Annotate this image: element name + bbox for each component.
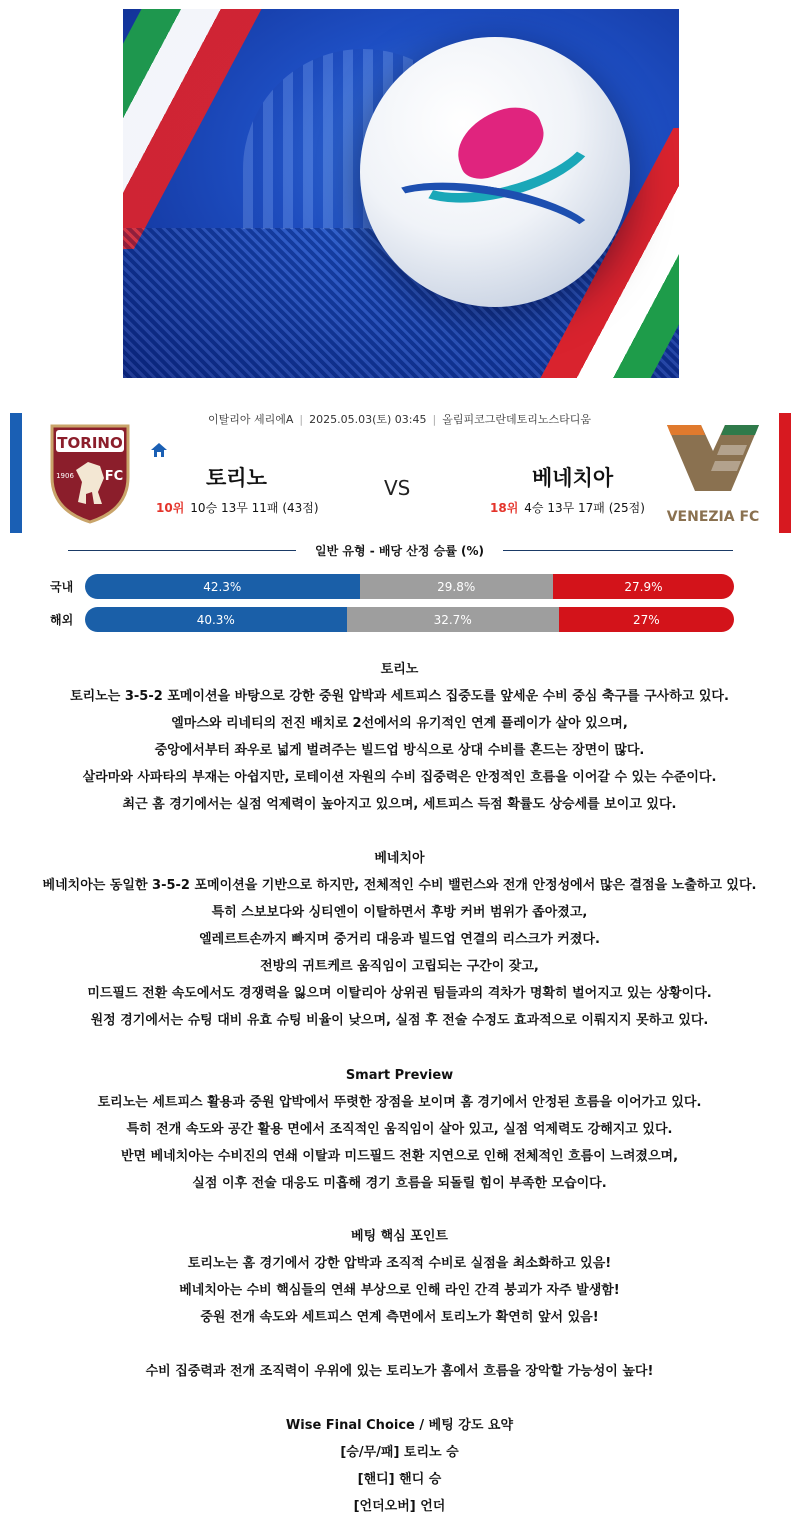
conclusion-line: 수비 집중력과 전개 조직력이 우위에 있는 토리노가 홈에서 흐름을 장악할 가능성이 높다! [145,1364,654,1379]
torino-logo-fc: FC [104,469,124,484]
text-line: 특히 스보보다와 싱티엔이 이탈하면서 후방 커버 범위가 좁아졌고, [211,905,588,920]
separator: | [432,413,437,426]
away-record [490,499,645,516]
home-color-bar [10,413,22,533]
league-name: 이탈리아 세리에A [208,413,294,426]
text-line: 최근 홈 경기에서는 실점 억제력이 높아지고 있으며, 세트피스 득점 확률도 상승세를 보이고 있다. [122,797,677,812]
venezia-logo-text: VENEZIA FC [666,509,760,525]
odds-bar [85,607,734,632]
draw-segment: 32.7% [347,607,559,632]
venue-name: 올림피코그란데토리노스타디움 [442,413,591,426]
text-line: 엘마스와 리네티의 전진 배치로 2선에서의 유기적인 연계 플레이가 살아 있으며, [171,716,628,731]
away-rank: 18위 [490,501,519,515]
home-icon [150,442,168,458]
text-line: 중앙에서부터 좌우로 넓게 벌려주는 빌드업 방식으로 상대 수비를 흔드는 장면이 많다. [154,743,645,758]
text-line: 토리노는 홈 경기에서 강한 압박과 조직적 수비로 실점을 최소화하고 있음! [187,1256,612,1271]
odds-bar [85,574,734,599]
away-team-name: 베네치아 [532,466,614,490]
win-segment: 42.3% [85,574,360,599]
divider-right [503,550,733,551]
text-line: 베네치아는 동일한 3-5-2 포메이션을 기반으로 하지만, 전체적인 수비 밸런스와 전개 안정성에서 많은 결점을 노출하고 있다. [42,878,757,893]
torino-logo-year: 1906 [56,472,74,480]
win-segment: 40.3% [85,607,347,632]
text-line: 반면 베네치아는 수비진의 연쇄 이탈과 미드필드 전환 지연으로 인해 전체적인 흐름이 느려졌으며, [120,1149,679,1164]
section-heading: Smart Preview [345,1068,454,1083]
text-line: [핸디] 핸디 승 [357,1472,442,1487]
odds-row-domestic [0,574,799,599]
draw-segment: 29.8% [360,574,553,599]
odds-label: 국내 [50,580,74,594]
home-rank: 10위 [156,501,185,515]
final-choice [0,1412,799,1520]
betting-points [0,1223,799,1331]
away-record-text: 4승 13무 17패 (25점) [524,501,645,515]
vs-label: VS [384,476,411,500]
text-line: 토리노는 3-5-2 포메이션을 바탕으로 강한 중원 압박과 세트피스 집중도를 앞세운 수비 중심 축구를 구사하고 있다. [70,689,729,704]
loss-segment: 27.9% [553,574,734,599]
odds-row-overseas [0,607,799,632]
text-line: 실점 이후 전술 대응도 미흡해 경기 흐름을 되돌릴 힘이 부족한 모습이다. [192,1176,607,1191]
text-line: 중원 전개 속도와 세트피스 연계 측면에서 토리노가 확연히 앞서 있음! [200,1310,599,1325]
section-heading: 토리노 [380,662,419,677]
text-line: [승/무/패] 토리노 승 [340,1445,459,1460]
section-heading: Wise Final Choice / 베팅 강도 요약 [285,1418,514,1433]
venezia-analysis [0,845,799,1034]
betting-conclusion [0,1358,799,1385]
text-line: 특히 전개 속도와 공간 활용 면에서 조직적인 움직임이 살아 있고, 실점 억제력도 강해지고 있다. [126,1122,673,1137]
away-color-bar [779,413,791,533]
odds-section-title: 일반 유형 - 배당 산정 승률 (%) [315,544,484,558]
text-line: 원정 경기에서는 슈팅 대비 유효 슈팅 비율이 낮으며, 실점 후 전술 수정도 효과적으로 이뤄지지 못하고 있다. [90,1013,709,1028]
text-line: 전방의 귀트케르 움직임이 고립되는 구간이 잦고, [260,959,539,974]
smart-preview [0,1062,799,1197]
home-record [156,499,319,516]
text-line: 엘레르트손까지 빠지며 중거리 대응과 빌드업 연결의 리스크가 커졌다. [199,932,600,947]
hero-banner [123,9,679,378]
venezia-logo [661,421,765,527]
torino-logo-text: TORINO [57,434,123,452]
home-record-text: 10승 13무 11패 (43점) [190,501,319,515]
separator: | [299,413,304,426]
torino-analysis [0,656,799,818]
odds-label: 해외 [50,613,74,627]
soccer-ball-image [360,37,630,307]
text-line: 토리노는 세트피스 활용과 중원 압박에서 뚜렷한 장점을 보이며 홈 경기에서 안정된 흐름을 이어가고 있다. [97,1095,702,1110]
text-line: 살라마와 사파타의 부재는 아쉽지만, 로테이션 자원의 수비 집중력은 안정적인 흐름을 이어갈 수 있는 수준이다. [82,770,717,785]
section-heading: 베팅 핵심 포인트 [351,1229,448,1244]
text-line: 미드필드 전환 속도에서도 경쟁력을 잃으며 이탈리아 상위권 팀들과의 격차가 명확히 벌어지고 있는 상황이다. [87,986,712,1001]
match-datetime: 2025.05.03(토) 03:45 [309,413,427,426]
text-line: 베네치아는 수비 핵심들의 연쇄 부상으로 인해 라인 간격 붕괴가 자주 발생함! [179,1283,620,1298]
section-heading: 베네치아 [374,851,425,866]
home-team-name: 토리노 [206,466,267,490]
text-line: [언더오버] 언더 [353,1499,446,1514]
loss-segment: 27% [559,607,734,632]
torino-logo [48,422,132,524]
